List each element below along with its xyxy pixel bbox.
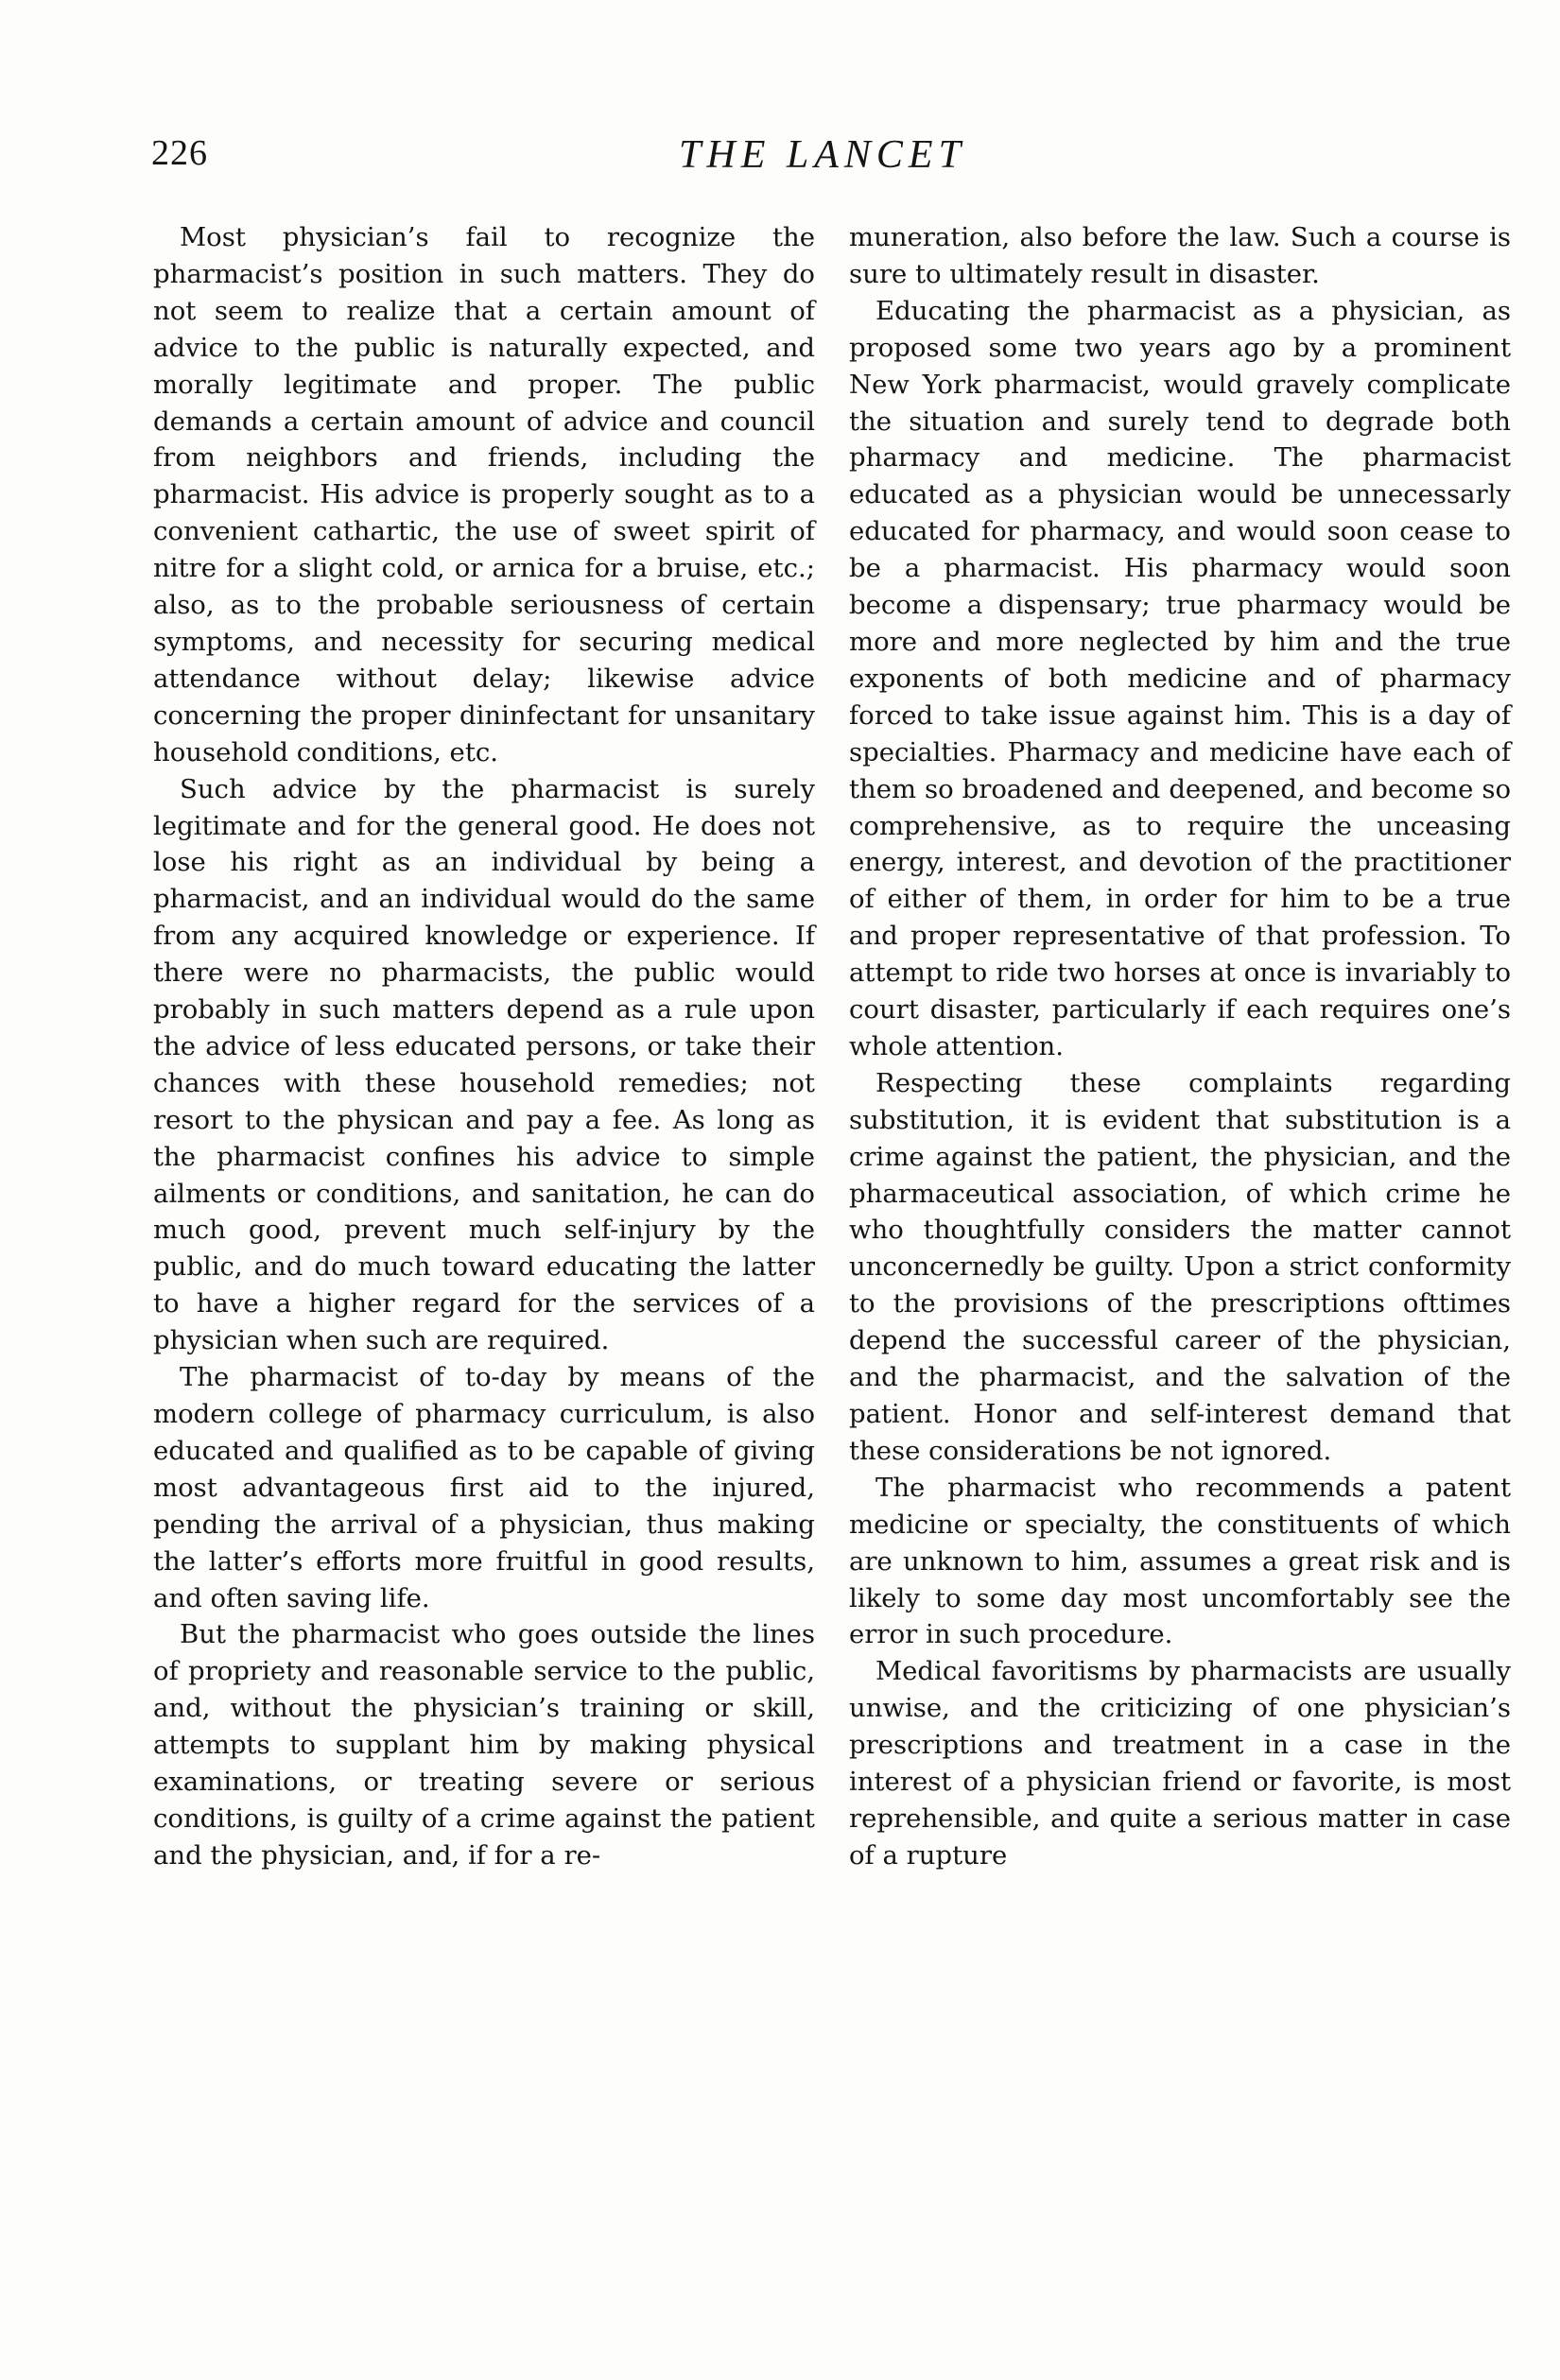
paragraph: Medical favoritisms by pharmacists are usually unwise, and the criticizing of one physician’s prescriptions and treatment in a case in the interest of a physician friend or favorite, is most reprehensible, and quite a serious matter in case of a rupture [849,1656,1511,1871]
paragraph: But the pharmacist who goes outside the lines of propriety and reasonable service to the public, and, without the physician’s training or skill, attempts to supplant him by making physical examinations, or treating severe or serious conditions, is guilty of a crime against the patient and the physician, and, if for a re- [153,1619,815,1871]
paragraph: Such advice by the pharmacist is surely legitimate and for the general good. He does not lose his right as an individual by being a pharmacist, and an individual would do the same from any acquired knowledge or experience. If there were no pharmacists, the public would probably in such matters depend as a rule upon the advice of less educated persons, or take their chances with these household remedies; not resort to the physican and pay a fee. As long as the pharmacist confines his advice to simple ailments or conditions, and sanitation, he can do much good, prevent much self-injury by the public, and do much toward educating the latter to have a higher regard for the services of a physician when such are required. [153,773,815,1356]
paragraph: The pharmacist of to-day by means of the modern college of pharmacy curriculum, is also educated and qualified as to be capable of giving most advantageous first aid to the injured, pending the arrival of a physician, thus making the latter’s efforts more fruitful in good results, and often saving life. [153,1362,815,1613]
running-title: THE LANCET [679,133,966,177]
page-number: 226 [151,133,208,173]
right-column [849,219,1511,1874]
paragraph: Respecting these complaints regarding substitution, it is evident that substitution is a crime against the patient, the physician, and the pharmaceutical association, of which crime he who thoughtfully considers the matter cannot unconcernedly be guilty. Upon a strict conformity to the provisions of the prescriptions ofttimes depend the successful career of the physician, and the pharmacist, and the salvation of the patient. Honor and self-interest demand that these considerations be not ignored. [849,1067,1511,1466]
left-column [153,219,815,1874]
paragraph: The pharmacist who recommends a patent medicine or specialty, the constituents of which are unknown to him, assumes a great risk and is likely to some day most uncomfortably see the error in such procedure. [849,1472,1511,1650]
page-header [151,132,1494,189]
paragraph-continuation: muneration, also before the law. Such a course is sure to ultimately result in disaster. [849,222,1511,289]
paragraph: Most physician’s fail to recognize the pharmacist’s position in such matters. They do not seem to realize that a certain amount of advice to the public is naturally expected, and morally legitimate and proper. The public demands a certain amount of advice and council from neighbors and friends, including the pharmacist. His advice is properly sought as to a convenient cathartic, the use of sweet spirit of nitre for a slight cold, or arnica for a bruise, etc.; also, as to the probable seriousness of certain symptoms, and necessity for securing medical attendance without delay; likewise advice concerning the proper dininfectant for unsanitary household conditions, etc. [153,222,815,767]
paragraph: Educating the pharmacist as a physician, as proposed some two years ago by a prominent New York pharmacist, would gravely complicate the situation and surely tend to degrade both pharmacy and medicine. The pharmacist educated as a physician would be unnecessarly educated for pharmacy, and would soon cease to be a pharmacist. His pharmacy would soon become a dispensary; true pharmacy would be more and more neglected by him and the true exponents of both medicine and of pharmacy forced to take issue against him. This is a day of specialties. Pharmacy and medicine have each of them so broadened and deepened, and become so comprehensive, as to require the unceasing energy, interest, and devotion of the practitioner of either of them, in order for him to be a true and proper representative of that profession. To attempt to ride two horses at once is invariably to court disaster, particularly if each requires one’s whole attention. [849,295,1511,1061]
